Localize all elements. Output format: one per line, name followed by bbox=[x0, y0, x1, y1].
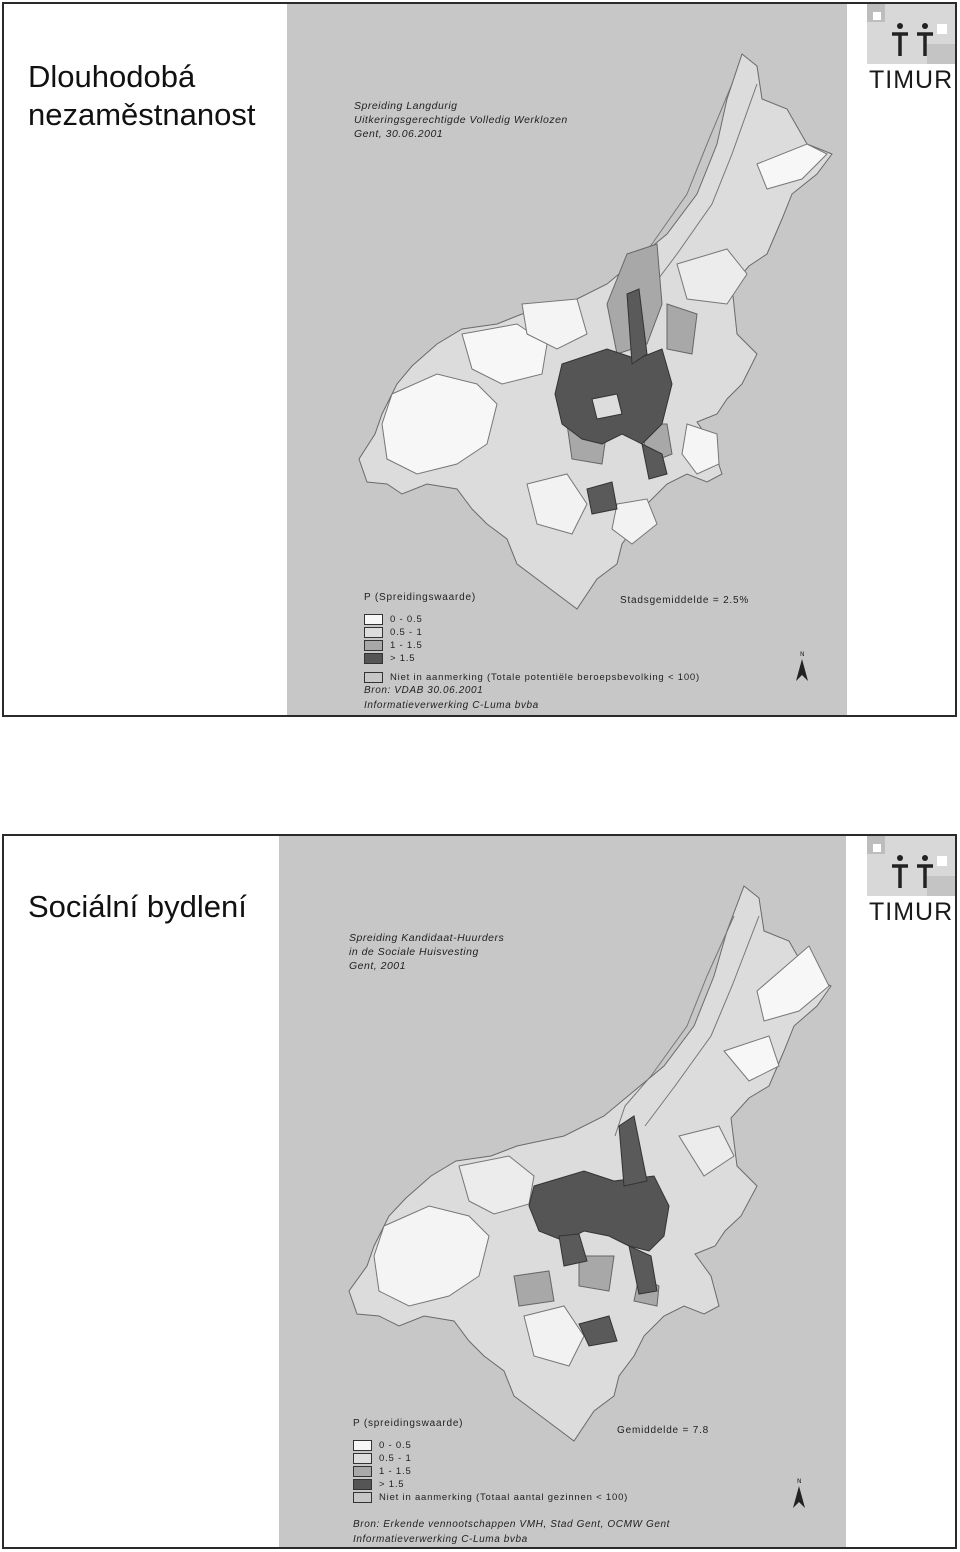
legend-title: P (spreidingswaarde) bbox=[353, 1418, 464, 1429]
legend-item: 1 - 1.5 bbox=[353, 1465, 412, 1477]
map-title-line: Spreiding Kandidaat-Huurders bbox=[349, 932, 505, 944]
north-arrow-icon bbox=[792, 649, 812, 683]
legend-item: Niet in aanmerking (Totaal aantal gezinnen < 100) bbox=[353, 1491, 628, 1503]
legend-item: > 1.5 bbox=[364, 652, 415, 664]
map-title-line: in de Sociale Huisvesting bbox=[349, 946, 479, 958]
legend-item: 0 - 0.5 bbox=[364, 613, 423, 625]
map-title-line: Uitkeringsgerechtigde Volledig Werklozen bbox=[354, 114, 568, 126]
map-title-line: Spreiding Langdurig bbox=[354, 100, 458, 112]
north-arrow-icon bbox=[789, 1476, 809, 1510]
slide-unemployment bbox=[2, 2, 957, 717]
logo-text: TIMUR bbox=[869, 66, 954, 94]
source-line: Informatieverwerking C-Luma bvba bbox=[364, 700, 539, 711]
legend-item: 0 - 0.5 bbox=[353, 1439, 412, 1451]
slide-title: Dlouhodobá nezaměstnanost bbox=[28, 59, 256, 132]
source-line: Informatieverwerking C-Luma bvba bbox=[353, 1534, 528, 1545]
svg-text:N: N bbox=[797, 1478, 802, 1485]
legend-item: 0.5 - 1 bbox=[364, 626, 423, 638]
legend-item: > 1.5 bbox=[353, 1478, 404, 1490]
logo-text: TIMUR bbox=[869, 898, 954, 926]
map-panel bbox=[279, 836, 846, 1549]
legend-title: P (Spreidingswaarde) bbox=[364, 592, 476, 603]
timur-logo-icon bbox=[867, 4, 955, 99]
legend-item: Niet in aanmerking (Totale potentiële beroepsbevolking < 100) bbox=[364, 671, 700, 683]
map-panel bbox=[287, 4, 847, 717]
legend-item: 0.5 - 1 bbox=[353, 1452, 412, 1464]
source-line: Bron: Erkende vennootschappen VMH, Stad Gent, OCMW Gent bbox=[353, 1519, 671, 1530]
map-title-line: Gent, 2001 bbox=[349, 960, 406, 972]
svg-text:N: N bbox=[800, 651, 805, 658]
timur-logo-icon bbox=[867, 836, 955, 931]
city-average: Gemiddelde = 7.8 bbox=[617, 1425, 710, 1436]
legend-item: 1 - 1.5 bbox=[364, 639, 423, 651]
source-line: Bron: VDAB 30.06.2001 bbox=[364, 685, 484, 696]
slide-title: Sociální bydlení bbox=[28, 889, 247, 924]
city-boundary bbox=[349, 886, 831, 1441]
map-title-line: Gent, 30.06.2001 bbox=[354, 128, 444, 140]
city-average: Stadsgemiddelde = 2.5% bbox=[620, 595, 750, 606]
slide-social-housing bbox=[2, 834, 957, 1549]
